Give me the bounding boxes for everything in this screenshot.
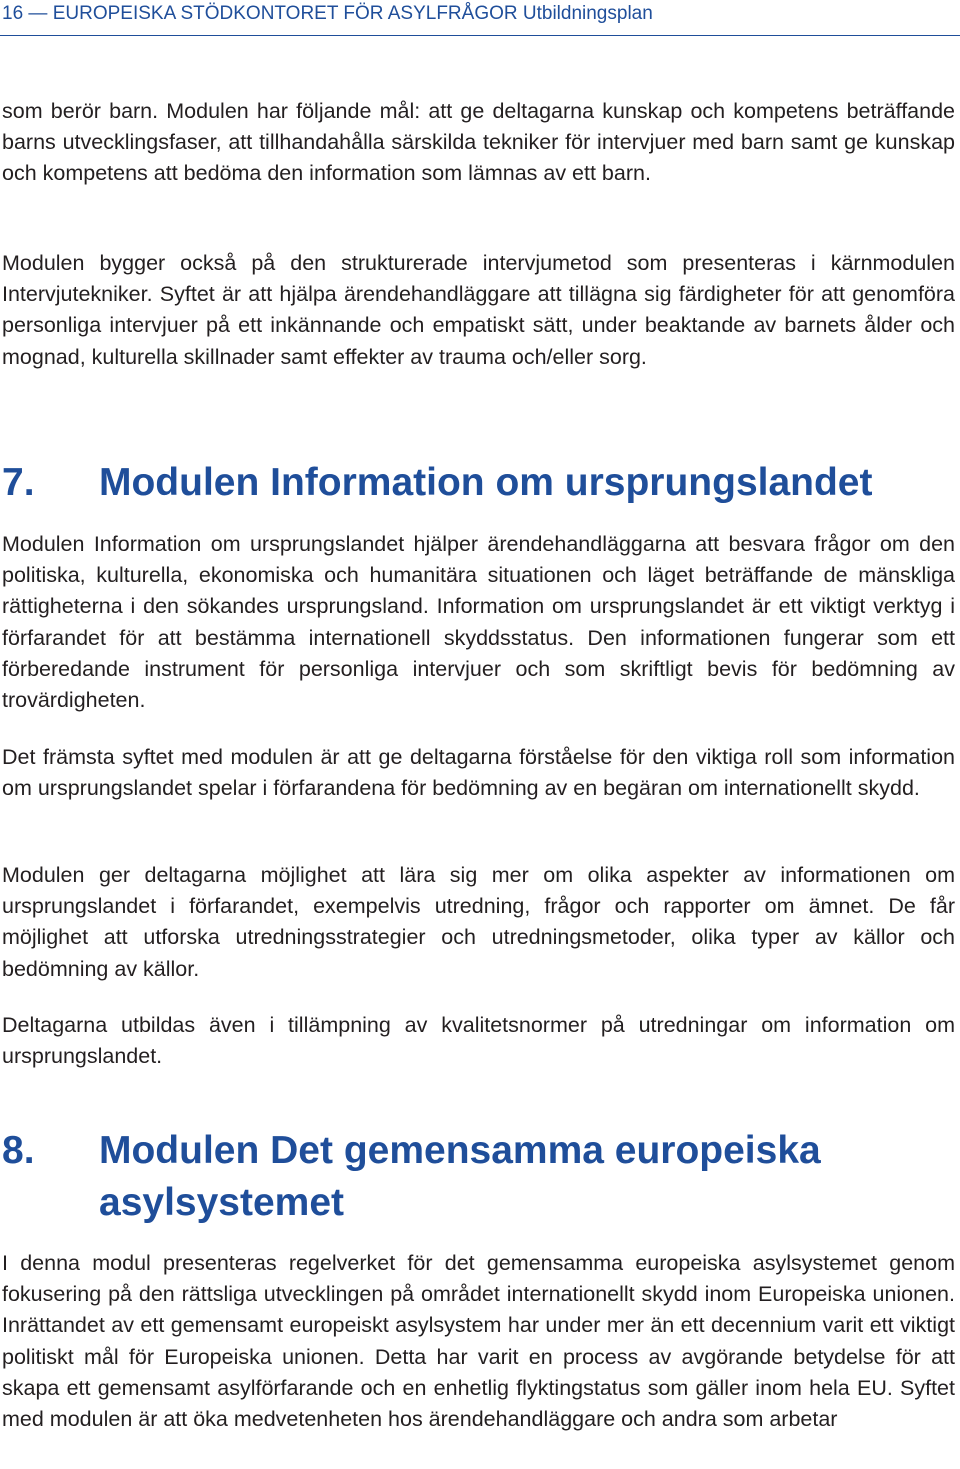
section-8-number: 8. bbox=[2, 1129, 35, 1172]
page-header bbox=[2, 2, 952, 28]
section-7-paragraph-3: Modulen ger deltagarna möjlighet att lära sig mer om olika aspekter av informationen om ursprungslandet i förfarandet, exempelvis utredning, frågor och rapporter om ämnet. De får möjlighet att utforska utredningsstrategier och utredningsmetoder, olika typer av källor och bedömning av källor. bbox=[2, 863, 955, 981]
header-dash: — bbox=[28, 3, 48, 24]
page-number: 16 bbox=[2, 3, 24, 24]
header-divider bbox=[0, 35, 960, 36]
section-7-paragraph-1: Modulen Information om ursprungslandet hjälper ärendehandläggarna att besvara frågor om den politiska, kulturella, ekonomiska och humanitära situationen och läget beträffande de mänskliga rättigheterna i den sökandes ursprungsland. Information om ursprungslandet är ett viktigt verktyg i förfarandet för att bestämma internationell skyddsstatus. Den informationen fungerar som ett förberedande instrument för personliga intervjuer och som skriftligt bevis för bedömning av trovärdigheten. bbox=[2, 532, 955, 713]
running-title: EUROPEISKA STÖDKONTORET FÖR ASYLFRÅGOR Utbildningsplan bbox=[52, 3, 653, 24]
section-8-paragraph-1: I denna modul presenteras regelverket för det gemensamma europeiska asylsystemet genom fokusering på den rättsliga utvecklingen på området internationellt skydd inom Europeiska unionen. Inrättandet av ett gemensamt europeiskt asylsystem har under mer än ett decennium varit ett viktigt politiskt mål för Europeiska unionen. Detta har varit en process av avgörande betydelse för att skapa ett gemensamt asylförfarande och en enhetlig flyktingstatus som gäller inom hela EU. Syftet med modulen är att öka medvetenheten hos ärendehandläggare och andra som arbetar bbox=[2, 1251, 955, 1432]
section-7-number: 7. bbox=[2, 461, 35, 504]
paragraph-intro-1: som berör barn. Modulen har följande mål: att ge deltagarna kunskap och kompetens beträffande barns utvecklingsfaser, att tillhandahålla särskilda tekniker för intervjuer med barn samt ge kunskap och kompetens att bedöma den information som lämnas av ett barn. bbox=[2, 99, 955, 186]
section-7-paragraph-2: Det främsta syftet med modulen är att ge deltagarna förståelse för den viktiga roll som information om ursprungslandet spelar i förfarandena för bedömning av en begäran om internationellt skydd. bbox=[2, 745, 955, 801]
section-8-heading bbox=[2, 1125, 957, 1229]
section-7-paragraph-4: Deltagarna utbildas även i tillämpning av kvalitetsnormer på utredningar om information om ursprungslandet. bbox=[2, 1013, 955, 1069]
section-7-heading bbox=[2, 457, 957, 509]
paragraph-intro-2: Modulen bygger också på den strukturerade intervjumetod som presenteras i kärnmodulen Intervjutekniker. Syftet är att hjälpa ärendehandläggare att tillägna sig färdigheter för att genomföra personliga intervjuer på ett inkännande och empatiskt sätt, under beaktande av barnets ålder och mognad, kulturella skillnader samt effekter av trauma och/eller sorg. bbox=[2, 251, 955, 369]
section-7-title: Modulen Information om ursprungslandet bbox=[99, 461, 873, 504]
section-8-title: Modulen Det gemensamma europeiska asylsystemet bbox=[99, 1129, 821, 1224]
